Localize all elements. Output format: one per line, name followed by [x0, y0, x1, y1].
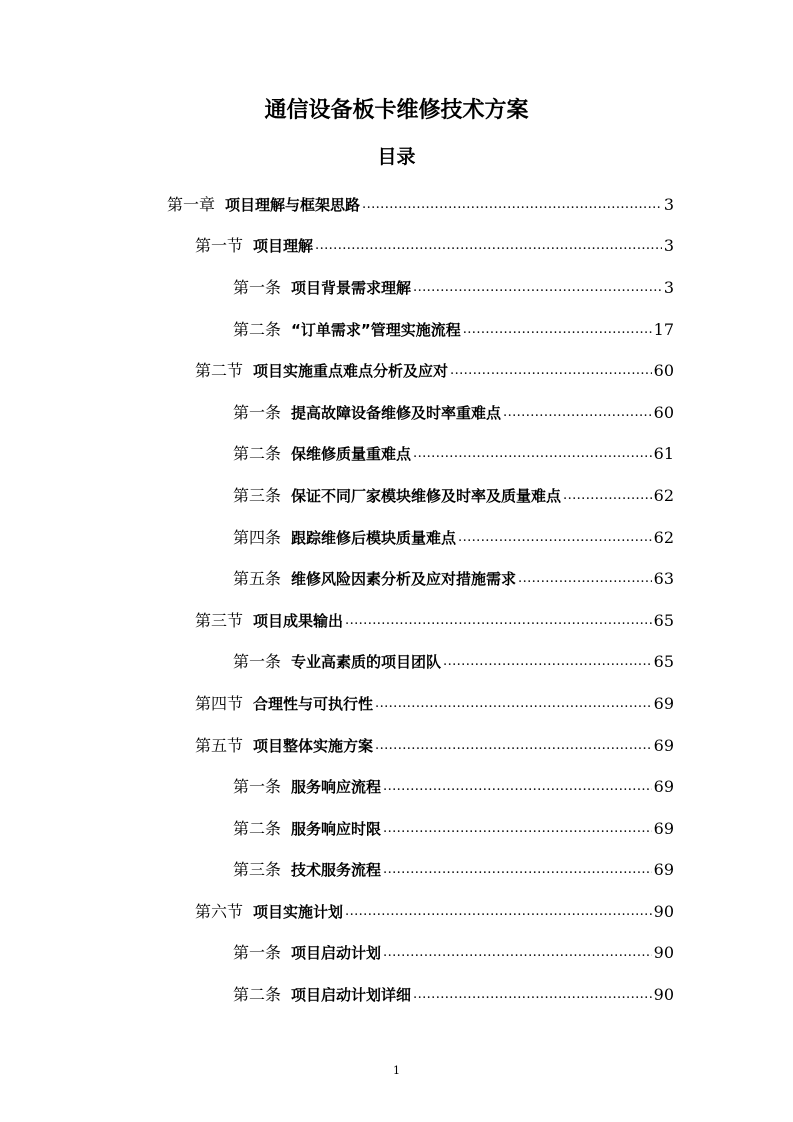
toc-entry-number: 第一章 [167, 194, 216, 214]
toc-entry[interactable] [0, 974, 793, 1016]
toc-leader-dots [413, 984, 652, 1006]
toc-entry-title: 服务响应时限 [291, 819, 382, 838]
toc-entry-number: 第五条 [233, 569, 282, 589]
toc-entry-number: 第六节 [195, 901, 244, 921]
toc-leader-dots [503, 402, 652, 424]
toc-entry-title: 技术服务流程 [291, 861, 382, 880]
toc-entry-page: 60 [653, 361, 674, 381]
toc-entry[interactable] [0, 267, 793, 309]
toc-entry-page: 69 [653, 818, 674, 838]
toc-entry[interactable] [0, 309, 793, 351]
toc-entry-page: 62 [653, 485, 674, 505]
toc-entry[interactable] [0, 642, 793, 684]
toc-entry-number: 第四条 [233, 527, 282, 547]
toc-entry-number: 第五节 [195, 735, 244, 755]
toc-leader-dots [413, 443, 652, 465]
toc-entry[interactable] [0, 766, 793, 808]
toc-entry-page: 69 [653, 735, 674, 755]
toc-entry-number: 第三条 [233, 860, 282, 880]
toc-entry[interactable] [0, 725, 793, 767]
toc-entry-number: 第三条 [233, 485, 282, 505]
toc-entry-title: 维修风险因素分析及应对措施需求 [291, 570, 517, 589]
toc-entry[interactable] [0, 475, 793, 517]
toc-entry-title: 项目背景需求理解 [291, 278, 412, 297]
toc-entry[interactable] [0, 683, 793, 725]
toc-heading: 目录 [377, 146, 416, 168]
toc-entry-title: 保维修质量重难点 [291, 445, 412, 464]
toc-entry-page: 90 [653, 901, 674, 921]
toc-entry-page: 61 [653, 444, 674, 464]
toc-leader-dots [345, 610, 652, 632]
toc-leader-dots [563, 485, 652, 507]
toc-entry[interactable] [0, 850, 793, 892]
toc-entry-title: 项目理解与框架思路 [225, 195, 361, 214]
toc-leader-dots [458, 527, 652, 549]
toc-entry-page: 65 [653, 652, 674, 672]
toc-leader-dots [315, 235, 662, 257]
document-title: 通信设备板卡维修技术方案 [264, 98, 529, 123]
toc-entry-number: 第二条 [233, 444, 282, 464]
toc-leader-dots [383, 942, 652, 964]
toc-entry-page: 90 [653, 943, 674, 963]
toc-entry[interactable] [0, 517, 793, 559]
toc-entry[interactable] [0, 350, 793, 392]
toc-entry-number: 第二条 [233, 319, 282, 339]
toc-entry[interactable] [0, 184, 793, 226]
toc-entry-title: 项目理解 [253, 237, 314, 256]
toc-entry-title: 项目启动计划详细 [291, 986, 412, 1005]
toc-leader-dots [362, 194, 662, 216]
toc-leader-dots [518, 568, 652, 590]
toc-leader-dots [463, 319, 652, 341]
toc-entry-page: 90 [653, 985, 674, 1005]
toc-entry-title: 项目启动计划 [291, 944, 382, 963]
toc-entry-page: 69 [653, 777, 674, 797]
toc-entry-number: 第一条 [233, 943, 282, 963]
toc-entry-page: 65 [653, 610, 674, 630]
table-of-contents [0, 184, 793, 1016]
toc-leader-dots [383, 818, 652, 840]
toc-entry-title: 保证不同厂家模块维修及时率及质量难点 [291, 486, 562, 505]
page-number: 1 [393, 1064, 400, 1077]
toc-leader-dots [413, 277, 662, 299]
toc-entry-title: 跟踪维修后模块质量难点 [291, 528, 457, 547]
toc-entry-title: 提高故障设备维修及时率重难点 [291, 403, 502, 422]
toc-entry-title: 项目实施重点难点分析及应对 [253, 362, 449, 381]
toc-entry[interactable] [0, 434, 793, 476]
toc-entry[interactable] [0, 226, 793, 268]
toc-entry-number: 第三节 [195, 610, 244, 630]
toc-entry[interactable] [0, 808, 793, 850]
toc-entry-page: 62 [653, 527, 674, 547]
toc-entry-title: 项目成果输出 [253, 611, 344, 630]
toc-entry-page: 3 [663, 236, 674, 256]
toc-entry-number: 第一条 [233, 652, 282, 672]
toc-leader-dots [345, 901, 652, 923]
toc-entry[interactable] [0, 933, 793, 975]
toc-leader-dots [383, 776, 652, 798]
toc-entry-number: 第二条 [233, 985, 282, 1005]
toc-entry-page: 3 [663, 277, 674, 297]
toc-entry-title: 项目整体实施方案 [253, 736, 374, 755]
toc-entry-page: 17 [653, 319, 674, 339]
toc-entry-number: 第一条 [233, 402, 282, 422]
toc-entry-number: 第四节 [195, 693, 244, 713]
toc-entry-number: 第二条 [233, 818, 282, 838]
toc-entry-page: 69 [653, 693, 674, 713]
toc-entry-title: 项目实施计划 [253, 902, 344, 921]
toc-entry-page: 3 [663, 194, 674, 214]
toc-leader-dots [375, 693, 652, 715]
toc-entry-page: 63 [653, 569, 674, 589]
toc-entry-number: 第一条 [233, 777, 282, 797]
toc-entry-number: 第一条 [233, 277, 282, 297]
toc-entry-number: 第一节 [195, 236, 244, 256]
toc-leader-dots [383, 859, 652, 881]
toc-entry-title: 专业高素质的项目团队 [291, 653, 442, 672]
toc-entry-page: 60 [653, 402, 674, 422]
toc-entry-title: “订单需求”管理实施流程 [291, 320, 461, 339]
toc-leader-dots [443, 651, 652, 673]
toc-entry-number: 第二节 [195, 361, 244, 381]
toc-entry[interactable] [0, 558, 793, 600]
toc-entry-title: 服务响应流程 [291, 778, 382, 797]
toc-entry-title: 合理性与可执行性 [253, 694, 374, 713]
toc-entry[interactable] [0, 891, 793, 933]
toc-entry-page: 69 [653, 860, 674, 880]
toc-entry[interactable] [0, 600, 793, 642]
toc-entry[interactable] [0, 392, 793, 434]
toc-leader-dots [450, 360, 652, 382]
toc-leader-dots [375, 735, 652, 757]
